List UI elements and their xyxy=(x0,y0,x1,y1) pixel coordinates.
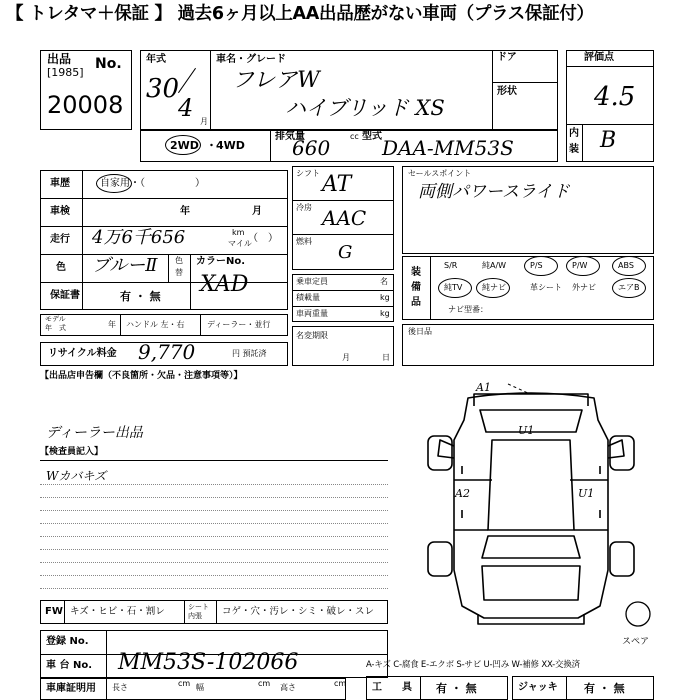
equipment-item: P/S xyxy=(530,261,543,270)
sales-label: セールスポイント xyxy=(408,169,472,178)
name-change-label: 名変期限 xyxy=(296,331,328,340)
capacity-label: 乗車定員 xyxy=(296,277,328,286)
model-year-unit: 年 xyxy=(108,320,116,329)
inspection-title: 【検査員記入】 xyxy=(40,447,104,457)
lot-box xyxy=(40,50,132,130)
divider xyxy=(40,254,288,255)
mile-unit: マイル xyxy=(228,239,252,248)
divider xyxy=(40,282,288,283)
seat-items: コゲ・穴・汚レ・シミ・破レ・スレ xyxy=(222,606,375,617)
report-section-title: 【出品店申告欄（不良箇所・欠品・注意事項等）】 xyxy=(40,371,243,381)
weight-unit: kg xyxy=(380,309,390,318)
lot-venue-label: 出品 xyxy=(47,52,72,66)
car-diagram xyxy=(408,380,654,630)
equipment-circle xyxy=(566,256,600,276)
post-install-label: 後日品 xyxy=(408,327,432,336)
dealer-note: ディーラー出品 xyxy=(46,425,143,441)
ruled-line xyxy=(40,497,388,498)
fw-label: FW xyxy=(45,606,63,617)
equipment-item: ABS xyxy=(618,261,634,270)
navi-type-label: ナビ型番： xyxy=(448,305,488,314)
damage-legend: A-キズ C-腐食 E-エクボ S-サビ U-凹み W-補修 XX-交換済 xyxy=(366,660,580,670)
model-label: 車名・グレード xyxy=(216,54,286,65)
mileage-value: 4万6千656 xyxy=(92,227,186,248)
fw-items: キズ・ヒビ・石・割レ xyxy=(70,606,165,617)
month-value: 4 xyxy=(178,94,194,122)
divider xyxy=(40,198,288,199)
divider xyxy=(292,306,394,307)
year-label: 年式 xyxy=(146,54,166,65)
name-change-month: 月 xyxy=(342,353,350,362)
equipment-circle xyxy=(438,278,472,298)
recycle-label: リサイクル料金 xyxy=(48,348,117,359)
dealer-label: ディーラー・並行 xyxy=(207,320,271,329)
model-type-value: DAA-MM53S xyxy=(382,136,514,160)
divider xyxy=(566,124,654,125)
equipment-label-1: 装 xyxy=(411,267,421,278)
equipment-circle xyxy=(476,278,510,298)
equipment-item: 革シート xyxy=(530,283,562,292)
divider xyxy=(270,130,271,162)
inspection-underline xyxy=(40,460,388,461)
damage-mark-left-door: A2 xyxy=(455,487,470,500)
divider xyxy=(184,600,185,624)
sales-value: 両側パワースライド xyxy=(418,182,570,202)
shaken-label: 車検 xyxy=(50,206,70,217)
equipment-item: 純TV xyxy=(444,283,463,292)
equipment-item: 純ナビ xyxy=(482,283,506,292)
equipment-item: 外ナビ xyxy=(572,283,596,292)
color-no-label: カラーNo. xyxy=(196,256,246,267)
name-change-day: 日 xyxy=(382,353,390,362)
ruled-line xyxy=(40,549,388,550)
jack-options: 有 ・ 無 xyxy=(584,682,625,695)
divider xyxy=(216,600,217,624)
equipment-circle xyxy=(612,278,646,298)
ruled-line xyxy=(40,575,388,576)
interior-grade: B xyxy=(600,128,617,153)
shift-value: AT xyxy=(322,172,352,197)
mileage-paren: （ ） xyxy=(248,233,278,244)
ruled-line xyxy=(40,510,388,511)
divider xyxy=(106,630,107,678)
color-change-label-1: 色 xyxy=(175,256,183,265)
divider xyxy=(190,254,191,310)
divider xyxy=(420,676,421,700)
score-value: 4.5 xyxy=(594,82,636,112)
divider xyxy=(430,256,431,320)
car-name: フレアW xyxy=(232,68,320,93)
divider xyxy=(292,200,394,201)
km-unit: km xyxy=(232,228,245,237)
ruled-line xyxy=(40,588,388,589)
height-label: 高さ xyxy=(280,683,296,692)
cc-unit: cc xyxy=(350,132,359,141)
drive-2wd-circle xyxy=(165,135,201,155)
divider xyxy=(566,676,567,700)
equipment-circle xyxy=(612,256,646,276)
header-title: 【 トレタマ＋保証 】 過去6ヶ月以上AA出品歴がない車両（プラス保証付） xyxy=(6,4,594,24)
damage-mark-hood: U1 xyxy=(518,424,535,437)
fuel-value: G xyxy=(338,242,353,263)
recycle-value: 9,770 xyxy=(138,340,196,364)
divider xyxy=(582,124,583,162)
capacity-unit: 名 xyxy=(380,277,388,286)
model-year-label-2: 年 式 xyxy=(45,324,66,332)
model-year-label-1: モデル xyxy=(45,315,66,323)
equipment-circle xyxy=(524,256,558,276)
ac-label: 冷房 xyxy=(296,203,312,212)
damage-mark-front: A1 xyxy=(476,381,491,394)
lot-number-label: No. xyxy=(95,56,122,72)
equipment-item: P/W xyxy=(572,261,588,270)
divider xyxy=(168,254,169,282)
model-type-label: 型式 xyxy=(362,131,382,142)
warranty-label: 保証書 xyxy=(50,290,80,301)
tools-label: 工 具 xyxy=(372,682,412,693)
chassis-label: 車 台 No. xyxy=(46,660,93,671)
inspection-note: Wカバキズ xyxy=(46,469,107,483)
chassis-value: MM53S-102066 xyxy=(118,650,299,675)
cert-label: 車庫証明用 xyxy=(46,683,96,694)
interior-label-2: 装 xyxy=(569,144,579,155)
divider xyxy=(566,66,654,67)
drive-2wd: 2WD xyxy=(170,139,199,152)
history-label: 車歴 xyxy=(50,178,70,189)
divider xyxy=(120,314,121,336)
history-options: 自家用・（ ） xyxy=(100,178,205,189)
color-no-value: XAD xyxy=(200,272,249,297)
load-unit: kg xyxy=(380,293,390,302)
score-label: 評価点 xyxy=(584,52,614,63)
shape-label: 形状 xyxy=(497,86,517,97)
ruled-line xyxy=(40,523,388,524)
fuel-label: 燃料 xyxy=(296,237,312,246)
divider xyxy=(210,50,211,130)
year-value: 30 xyxy=(146,74,180,104)
door-label: ドア xyxy=(497,52,517,63)
displacement-label: 排気量 xyxy=(275,131,305,142)
grade: ハイブリッド XS xyxy=(285,96,445,120)
month-unit: 月 xyxy=(200,117,208,126)
damage-mark-right-door: U1 xyxy=(578,487,595,500)
sales-point-box xyxy=(402,166,654,254)
divider xyxy=(200,314,201,336)
equipment-item: エアB xyxy=(618,283,640,292)
recycle-unit: 円 預託済 xyxy=(232,349,267,358)
ruled-line xyxy=(40,562,388,563)
interior-label-1: 内 xyxy=(569,128,579,139)
height-unit: cm xyxy=(334,679,347,688)
shaken-year: 年 xyxy=(180,206,190,217)
width-unit: cm xyxy=(258,679,271,688)
divider xyxy=(292,234,394,235)
load-label: 積載量 xyxy=(296,293,320,302)
history-circle xyxy=(96,174,132,193)
ruled-line xyxy=(40,536,388,537)
ruled-line xyxy=(40,484,388,485)
lot-number: 20008 xyxy=(47,91,124,119)
divider xyxy=(106,678,107,700)
weight-label: 車両重量 xyxy=(296,309,328,318)
reg-label: 登録 No. xyxy=(46,636,89,647)
jack-label: ジャッキ xyxy=(518,682,558,693)
ac-value: AAC xyxy=(322,206,367,230)
equipment-item: S/R xyxy=(444,261,458,270)
warranty-options: 有 ・ 無 xyxy=(120,290,161,303)
length-label: 長さ xyxy=(112,683,128,692)
color-value: ブルーⅡ xyxy=(92,255,158,276)
shift-label: シフト xyxy=(296,169,320,178)
mileage-label: 走行 xyxy=(50,234,70,245)
divider xyxy=(292,290,394,291)
equipment-label-2: 備 xyxy=(411,282,421,293)
post-install-box xyxy=(402,324,654,366)
divider xyxy=(492,82,558,83)
equipment-label-3: 品 xyxy=(411,297,421,308)
displacement-value: 660 xyxy=(292,136,331,160)
drive-4wd: 4WD xyxy=(216,139,245,152)
color-change-label-2: 替 xyxy=(175,268,183,277)
color-label: 色 xyxy=(56,262,66,273)
length-unit: cm xyxy=(178,679,191,688)
width-label: 幅 xyxy=(196,683,204,692)
divider xyxy=(492,50,493,130)
divider xyxy=(82,170,83,310)
tools-options: 有 ・ 無 xyxy=(436,682,477,695)
drive-separator: ・ xyxy=(206,139,217,152)
shaken-month: 月 xyxy=(252,206,262,217)
lot-venue-code: [1985] xyxy=(47,66,84,79)
divider xyxy=(64,600,65,624)
equipment-item: 純A/W xyxy=(482,261,507,270)
spare-label: スペア xyxy=(622,637,650,647)
handle-label: ハンドル 左・右 xyxy=(126,320,185,329)
seat-label: シート 内張 xyxy=(188,603,209,620)
